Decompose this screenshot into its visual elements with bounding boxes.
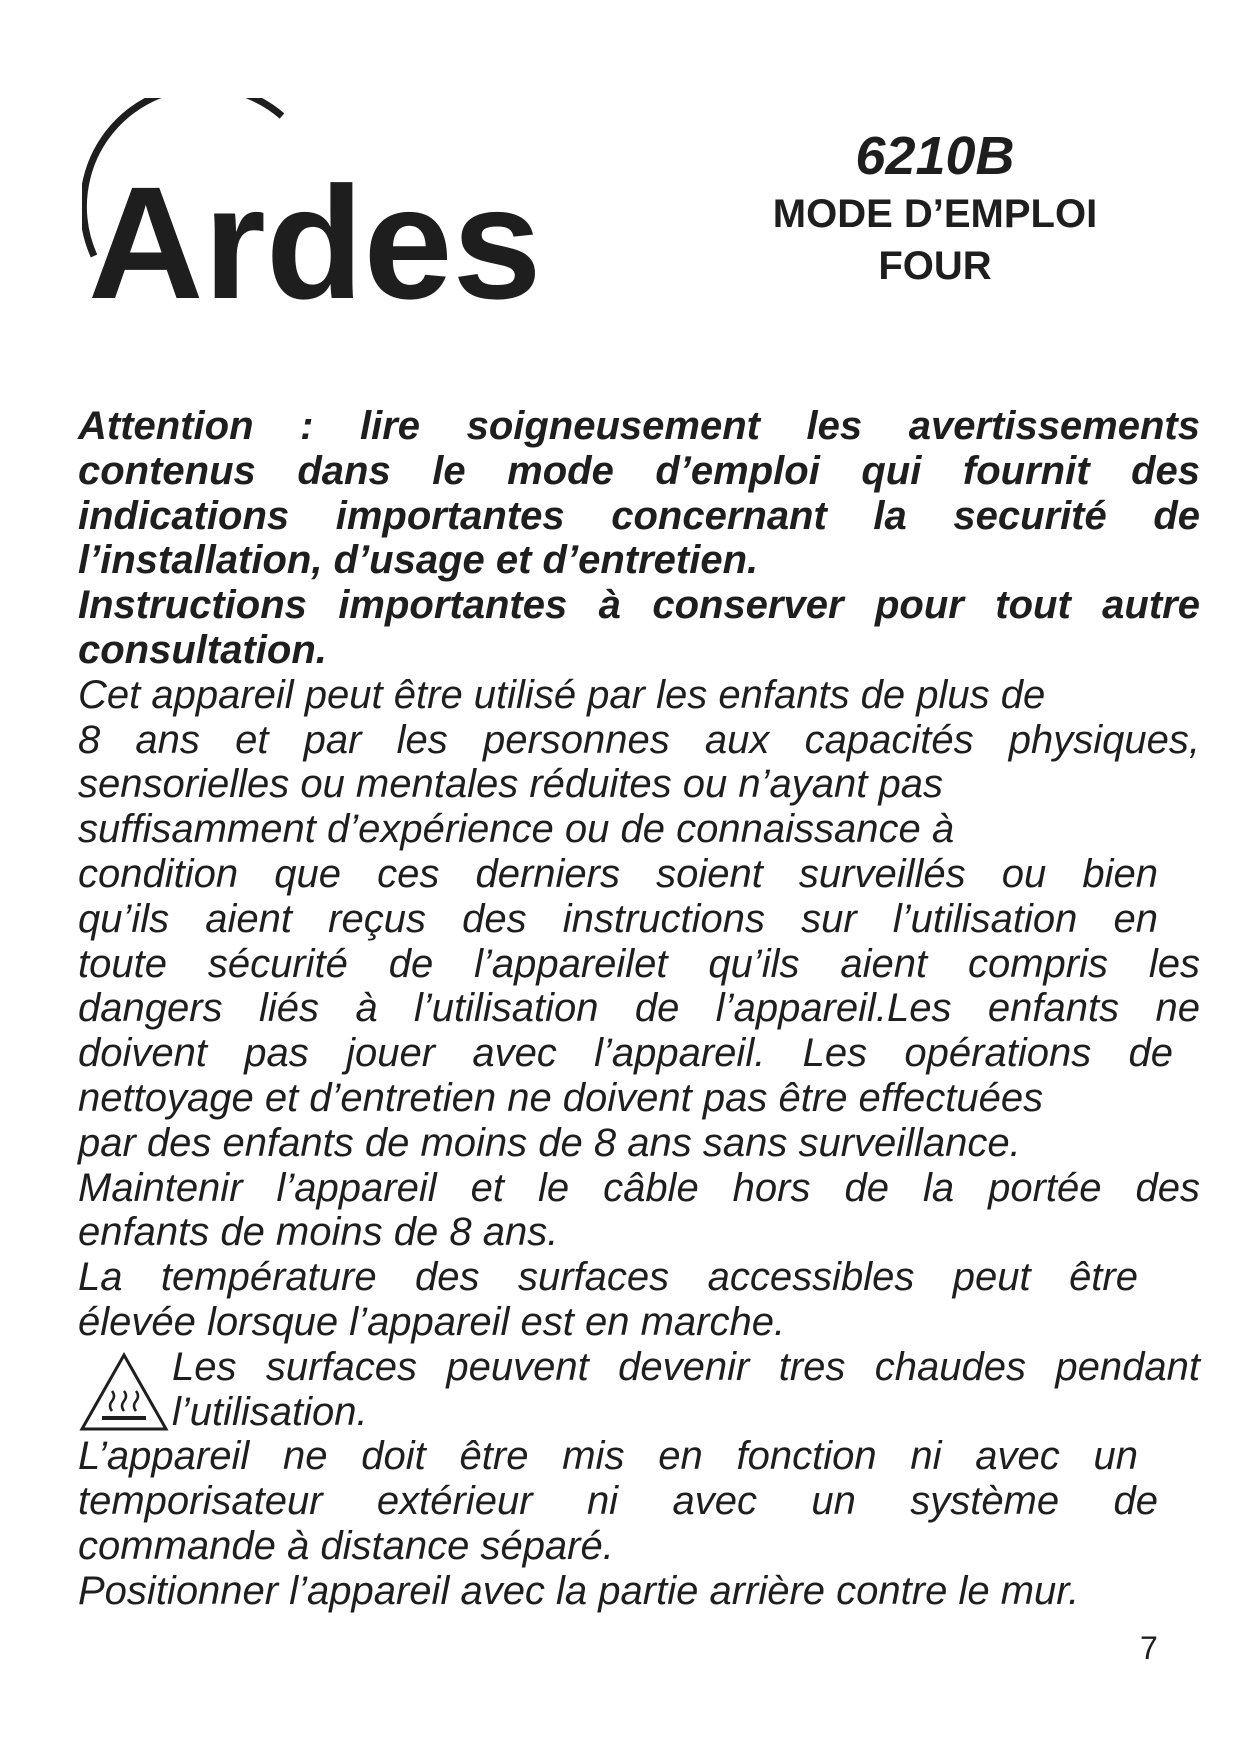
text-line: La température des surfaces accessibles peut être — [78, 1255, 1138, 1300]
text-line: contenus dans le mode d’emploi qui fournit des — [78, 448, 1200, 493]
text-line: l’utilisation. — [172, 1389, 368, 1434]
text-line: consultation. — [78, 627, 327, 672]
text-line: toute sécurité de l’appareilet qu’ils aient compris les — [78, 941, 1200, 986]
text-line: Instructions importantes à conserver pour tout autre — [78, 583, 1200, 628]
text-line: temporisateur extérieur ni avec un système de — [78, 1479, 1158, 1524]
text-line: Les surfaces peuvent devenir tres chaudes pendant — [172, 1344, 1200, 1389]
brand-name: Ardes — [88, 153, 542, 318]
text-line: Cet appareil peut être utilisé par les enfants de plus de — [78, 672, 1046, 717]
text-line: commande à distance séparé. — [78, 1523, 614, 1568]
text-line: Attention : lire soigneusement les avertissements — [78, 404, 1200, 448]
text-line: sensorielles ou mentales réduites ou n’ayant pas — [78, 762, 943, 807]
text-line: doivent pas jouer avec l’appareil. Les opérations de — [78, 1031, 1173, 1076]
text-line: enfants de moins de 8 ans. — [78, 1210, 559, 1255]
text-line: 8 ans et par les personnes aux capacités physiques, — [78, 717, 1200, 762]
text-line: suffisamment d’expérience ou de connaissance à — [78, 807, 955, 852]
text-line: nettoyage et d’entretien ne doivent pas être effectuées — [78, 1075, 1044, 1120]
brand-logo — [82, 98, 582, 318]
hot-surface-warning — [78, 1345, 1200, 1435]
manual-title: MODE D’EMPLOI — [772, 192, 1098, 236]
text-line: qu’ils aient reçus des instructions sur l’utilisation en — [78, 896, 1158, 941]
safety-instructions — [78, 404, 1200, 1614]
page-number: 7 — [1140, 1630, 1158, 1666]
text-line: l’installation, d’usage et d’entretien. — [78, 538, 759, 583]
text-line: élevée lorsque l’appareil est en marche. — [78, 1299, 786, 1344]
text-line: par des enfants de moins de 8 ans sans surveillance. — [78, 1120, 1021, 1165]
model-number: 6210B — [855, 126, 1015, 186]
product-type: FOUR — [878, 244, 992, 288]
ardes-logo-icon — [82, 98, 582, 318]
text-line: indications importantes concernant la securité de — [78, 493, 1200, 538]
text-line: Maintenir l’appareil et le câble hors de la portée des — [78, 1165, 1200, 1210]
text-line: condition que ces derniers soient surveillés ou bien — [78, 851, 1158, 896]
document-header — [720, 124, 1150, 292]
text-line: L’appareil ne doit être mis en fonction ni avec un — [78, 1434, 1138, 1479]
hot-surface-warning-icon — [78, 1351, 170, 1433]
text-line: dangers liés à l’utilisation de l’appareil.Les enfants ne — [78, 986, 1200, 1031]
text-line: Positionner l’appareil avec la partie arrière contre le mur. — [78, 1568, 1080, 1613]
